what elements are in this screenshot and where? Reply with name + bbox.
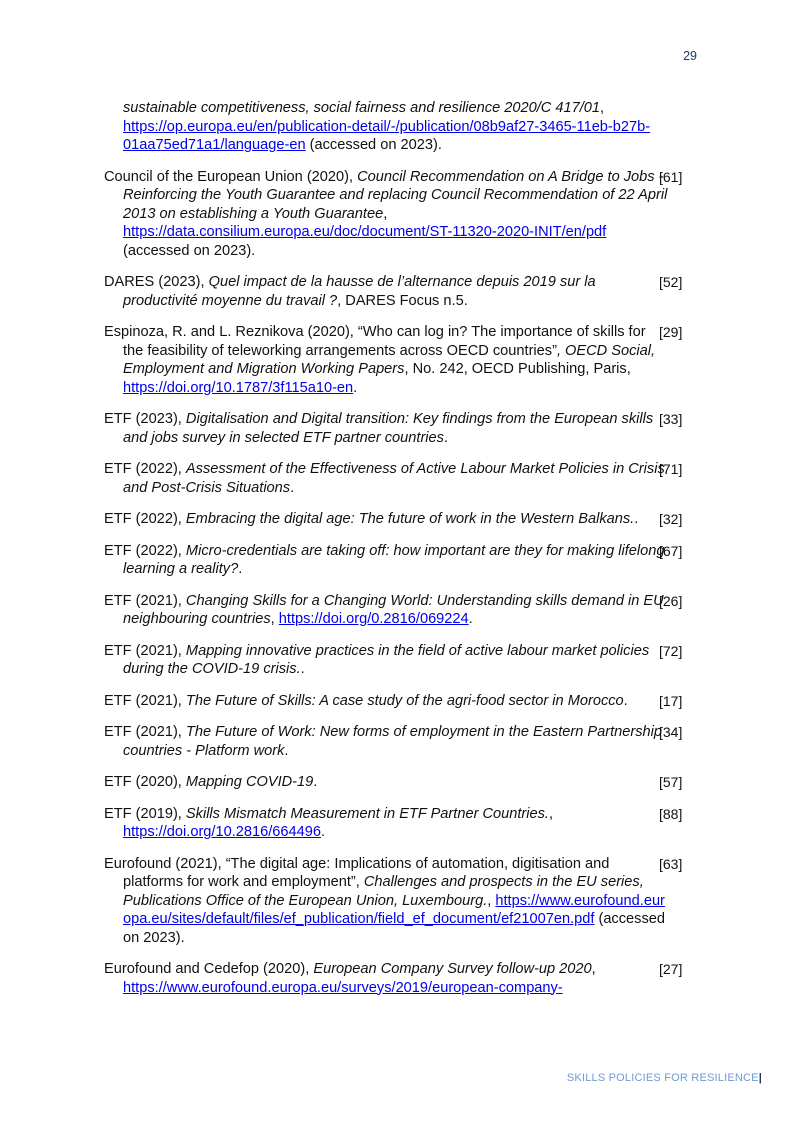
- ref-middle: .: [634, 511, 639, 527]
- ref-title: Council Recommendation on A Bridge to Jobs - Reinforcing the Youth Guarantee and replacing Council Recommendation of 22 April 2013 on establishing a Youth Guarantee: [123, 168, 668, 222]
- ref-number: [26]: [659, 592, 683, 609]
- reference-entry: [104, 99, 668, 155]
- ref-author: ETF (2022),: [104, 461, 186, 477]
- ref-number: [29]: [659, 324, 683, 340]
- ref-number: [88]: [659, 805, 683, 822]
- footer-title: SKILLS POLICIES FOR RESILIENCE: [566, 1072, 759, 1084]
- ref-link[interactable]: https://doi.org/0.2816/069224: [278, 611, 469, 627]
- ref-title: Challenges and prospects in the EU series, Publications Office of the European Union, Luxembourg.: [123, 874, 644, 909]
- ref-middle: ,: [591, 961, 596, 977]
- ref-author: Eurofound (2021), “The digital age: Implications of automation, digitisation and platforms for work and employment”,: [104, 855, 610, 890]
- ref-link[interactable]: https://www.eurofound.europa.eu/surveys/2019/european-company-: [123, 979, 563, 996]
- footer-separator: |: [758, 1072, 762, 1084]
- ref-middle: ,: [270, 611, 279, 627]
- reference-entry: [104, 510, 683, 529]
- ref-title: The Future of Work: New forms of employment in the Eastern Partnership countries - Platform work: [123, 724, 663, 759]
- ref-author: ETF (2021),: [104, 642, 186, 659]
- ref-author: ETF (2022),: [104, 511, 186, 527]
- ref-middle: , DARES Focus n.5.: [337, 292, 468, 309]
- ref-author: Council of the European Union (2020),: [104, 168, 358, 185]
- ref-number: [67]: [659, 542, 683, 559]
- ref-middle: .: [313, 774, 318, 790]
- ref-title: Micro-credentials are taking off: how important are they for making lifelong learning a reality?: [123, 542, 665, 577]
- ref-number: [33]: [659, 411, 683, 427]
- reference-entry: [104, 273, 683, 310]
- reference-entry: [104, 642, 683, 679]
- reference-entry: [104, 805, 683, 842]
- footer: [567, 1072, 762, 1084]
- reference-entry: [104, 410, 683, 447]
- ref-title: , OECD Social, Employment and Migration Working Papers: [123, 342, 656, 377]
- ref-author: ETF (2021),: [104, 592, 186, 609]
- reference-entry: [104, 542, 683, 579]
- ref-number: [63]: [659, 855, 683, 872]
- ref-author: ETF (2021),: [104, 724, 186, 740]
- reference-entry: [104, 168, 683, 261]
- ref-author: ETF (2022),: [104, 542, 186, 559]
- ref-title: Quel impact de la hausse de l’alternance depuis 2019 sur la productivité moyenne du travail ?: [123, 274, 596, 309]
- reference-list: [104, 99, 686, 1010]
- ref-middle: ,: [383, 205, 388, 222]
- ref-title: European Company Survey follow-up 2020: [313, 961, 592, 977]
- reference-entry: [104, 723, 683, 760]
- ref-author: DARES (2023),: [104, 274, 209, 290]
- ref-middle: .: [238, 561, 243, 577]
- ref-link[interactable]: https://doi.org/10.1787/3f115a10-en: [123, 379, 354, 396]
- ref-tail: .: [321, 824, 326, 840]
- ref-author: ETF (2021),: [104, 692, 186, 709]
- ref-number: [32]: [659, 511, 683, 527]
- ref-number: [17]: [659, 692, 683, 709]
- ref-tail: (accessed on 2023).: [123, 911, 665, 946]
- ref-middle: , No. 242, OECD Publishing, Paris,: [404, 361, 631, 377]
- ref-middle: ,: [600, 100, 605, 116]
- ref-middle: .: [290, 479, 295, 496]
- ref-title: Digitalisation and Digital transition: Key findings from the European skills and jobs survey in selected ETF partner countries: [123, 411, 654, 446]
- ref-link[interactable]: https://data.consilium.europa.eu/doc/document/ST-11320-2020-INIT/en/pdf: [123, 224, 607, 240]
- ref-middle: .: [300, 661, 305, 677]
- ref-number: [52]: [659, 274, 683, 290]
- ref-author: ETF (2019),: [104, 805, 186, 822]
- ref-middle: ,: [549, 805, 554, 822]
- ref-middle: .: [443, 429, 449, 446]
- ref-title: Mapping innovative practices in the field of active labour market policies during the COVID-19 crisis.: [123, 642, 650, 677]
- ref-number: [71]: [659, 461, 683, 477]
- ref-number: [72]: [659, 642, 683, 659]
- reference-entry: [104, 323, 683, 397]
- ref-link[interactable]: https://www.eurofound.europa.eu/sites/default/files/ef_publication/field_ef_document/ef21007en.pdf: [123, 892, 665, 927]
- ref-tail: .: [468, 611, 473, 627]
- ref-link[interactable]: https://op.europa.eu/en/publication-detail/-/publication/08b9af27-3465-11eb-b27b-01aa75ed71a1/language-en: [123, 118, 651, 153]
- reference-entry: [104, 960, 683, 997]
- reference-entry: [104, 855, 683, 948]
- ref-author: Espinoza, R. and L. Reznikova (2020), “Who can log in? The importance of skills for the feasibility of teleworking arrangements across OECD countries”: [104, 324, 646, 359]
- ref-title: Embracing the digital age: The future of work in the Western Balkans.: [185, 511, 635, 527]
- ref-middle: .: [623, 692, 628, 709]
- ref-link[interactable]: https://doi.org/10.2816/664496: [123, 824, 321, 840]
- ref-middle: ,: [487, 892, 496, 909]
- ref-tail: (accessed on 2023).: [305, 137, 442, 153]
- ref-middle: .: [284, 742, 289, 759]
- ref-tail: .: [353, 379, 358, 396]
- ref-number: [34]: [659, 724, 683, 740]
- ref-author: ETF (2020),: [104, 774, 186, 790]
- reference-entry: [104, 773, 683, 792]
- ref-title: sustainable competitiveness, social fairness and resilience 2020/C 417/01: [123, 100, 601, 116]
- ref-number: [61]: [659, 168, 683, 185]
- ref-tail: (accessed on 2023).: [123, 242, 256, 259]
- ref-title: The Future of Skills: A case study of the agri-food sector in Morocco: [185, 692, 624, 709]
- ref-number: [27]: [659, 961, 683, 977]
- ref-number: [57]: [659, 774, 683, 790]
- ref-title: Assessment of the Effectiveness of Active Labour Market Policies in Crisis and Post-Crisis Situations: [123, 461, 665, 496]
- reference-entry: [104, 460, 683, 497]
- ref-title: Changing Skills for a Changing World: Understanding skills demand in EU neighbouring countries: [123, 592, 664, 627]
- ref-author: ETF (2023),: [104, 411, 186, 427]
- ref-title: Mapping COVID-19: [185, 774, 314, 790]
- ref-author: Eurofound and Cedefop (2020),: [104, 961, 314, 977]
- page-number: 29: [683, 49, 697, 63]
- reference-entry: [104, 592, 683, 629]
- ref-title: Skills Mismatch Measurement in ETF Partner Countries.: [185, 805, 549, 822]
- reference-entry: [104, 692, 683, 711]
